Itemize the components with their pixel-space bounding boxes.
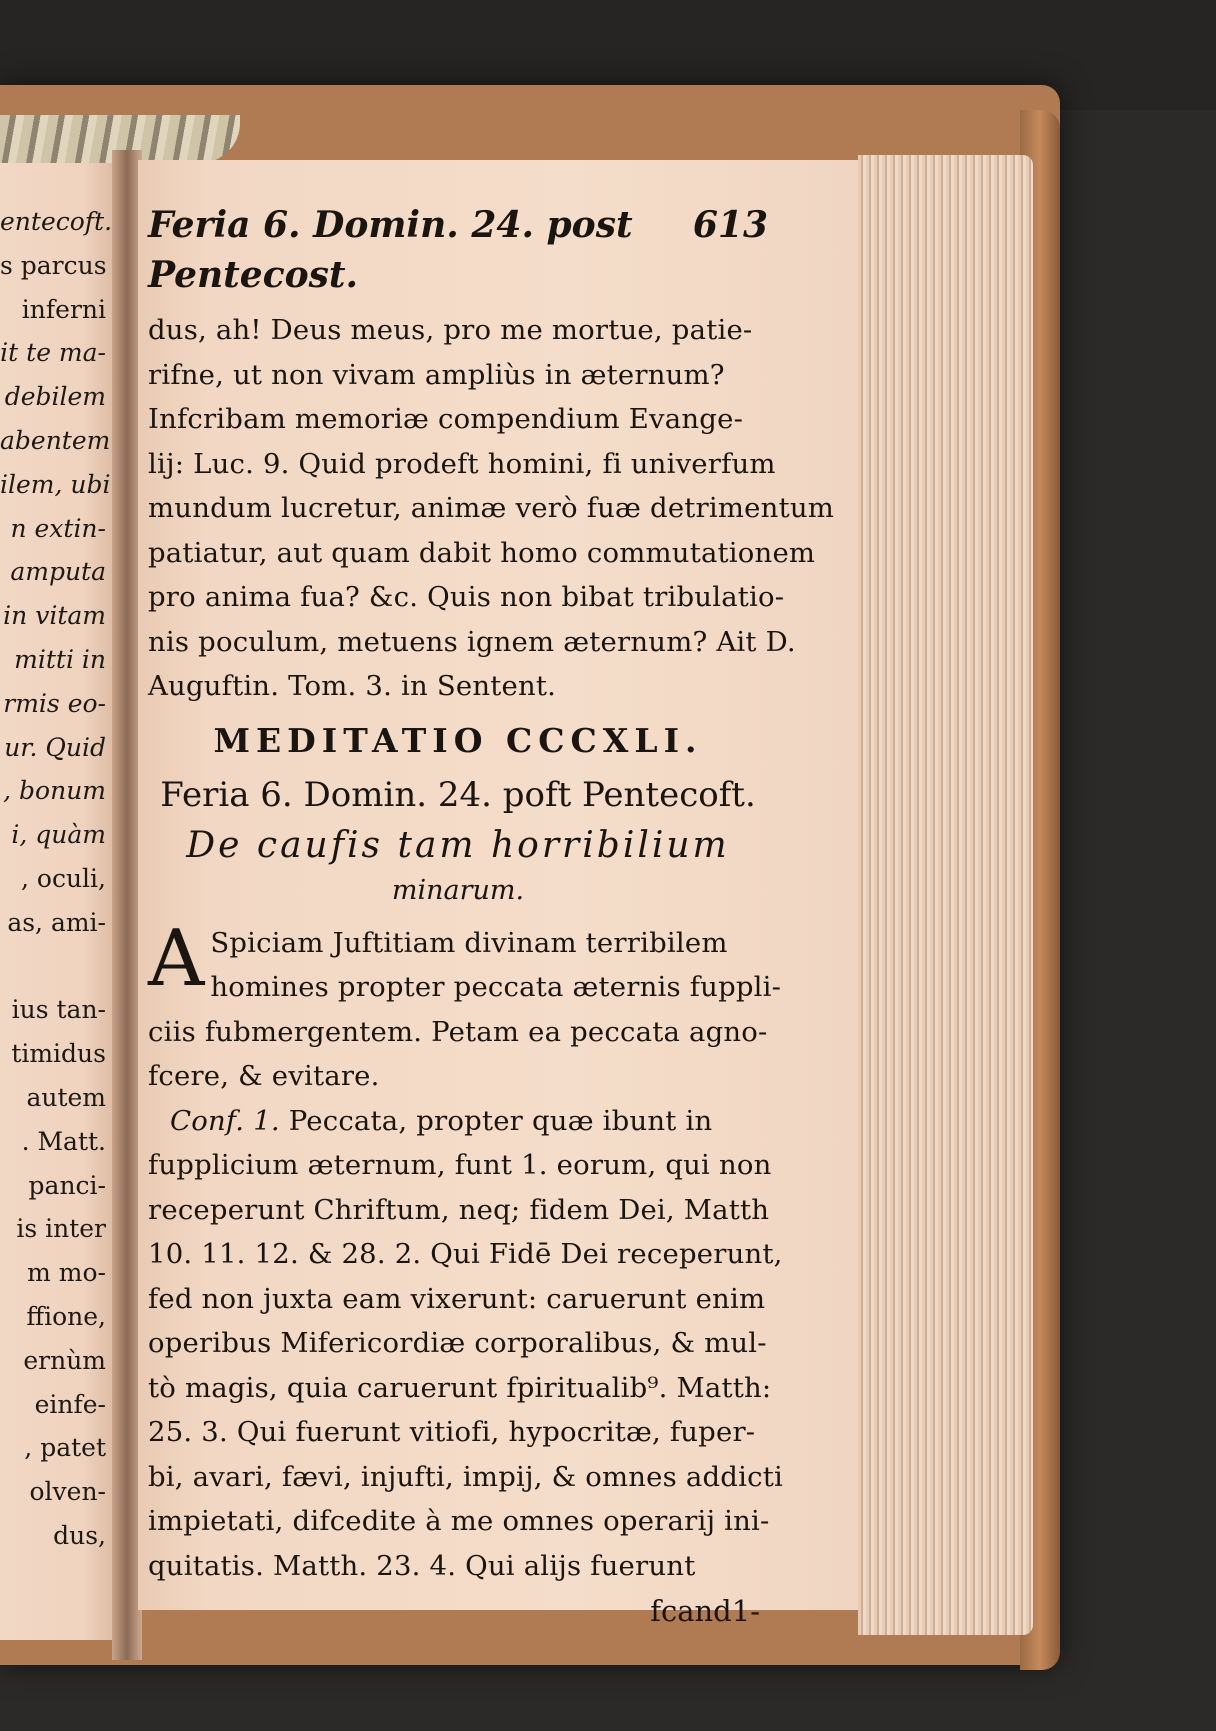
- running-head: [148, 200, 768, 300]
- left-page-line: , oculi,: [21, 863, 106, 893]
- text-line: bi, avari, fævi, injufti, impij, & omnes addicti: [148, 1460, 783, 1493]
- text-line: nis poculum, metuens ignem æternum? Ait D.: [148, 625, 796, 658]
- meditation-title: MEDITATIO CCCXLI.: [213, 720, 703, 760]
- text-line: patiatur, aut quam dabit homo commutationem: [148, 536, 816, 569]
- left-page-line: dus,: [53, 1520, 106, 1550]
- consideration-label: Conf. 1.: [170, 1104, 280, 1137]
- text-line: fupplicium æternum, funt 1. eorum, qui non: [148, 1149, 772, 1181]
- page-edges-stack: [858, 155, 1033, 1635]
- text-line: lij: Luc. 9. Quid prodeft homini, fi univerfum: [148, 447, 776, 480]
- text-line: mundum lucretur, animæ verò fuæ detrimentum: [148, 492, 835, 524]
- left-page-line: ilem, ubi: [0, 469, 111, 499]
- left-page-line: autem: [26, 1082, 106, 1112]
- catchword: fcand1-: [650, 1594, 760, 1628]
- running-head-title: Feria 6. Domin. 24. post Pentecost.: [148, 204, 633, 296]
- left-page-line: as, ami-: [7, 907, 106, 937]
- text-line: Auguftin. Tom. 3. in Sentent.: [148, 670, 557, 702]
- left-page-line: timidus: [11, 1039, 106, 1069]
- left-page-line: , patet: [24, 1433, 106, 1463]
- left-page-line: amputa: [10, 557, 106, 587]
- left-page-line: , bonum: [3, 776, 106, 806]
- left-page-line: [0, 945, 120, 989]
- consideration-text-start: Peccata, propter quæ ibunt in: [288, 1104, 713, 1137]
- left-page-line: m mo-: [27, 1258, 106, 1288]
- left-page-line: n extin-: [10, 513, 106, 543]
- left-page-line: panci-: [28, 1170, 106, 1200]
- left-page-line: in vitam: [3, 601, 106, 631]
- drop-cap: A: [148, 913, 205, 1004]
- page-number: 613: [692, 204, 768, 246]
- intro-paragraph: [148, 913, 782, 1099]
- left-page-line: ur. Quid: [4, 732, 106, 762]
- left-page-line: is inter: [16, 1214, 106, 1244]
- consideration-first-line: [148, 1099, 768, 1144]
- left-page-line: entecoft.: [0, 207, 113, 236]
- text-line: 10. 11. 12. & 28. 2. Qui Fidē Dei receperunt,: [148, 1238, 783, 1270]
- text-line: Infcribam memoriæ compendium Evange-: [148, 403, 744, 435]
- text-line: homines propter peccata æternis fuppli-: [210, 971, 782, 1003]
- consideration-paragraph: [148, 1143, 783, 1588]
- text-line: Spiciam Juftitiam divinam terribilem: [210, 926, 728, 959]
- text-line: dus, ah! Deus meus, pro me mortue, patie-: [148, 314, 753, 346]
- left-page-line: olven-: [29, 1477, 106, 1507]
- text-line: rifne, ut non vivam ampliùs in æternum?: [148, 358, 725, 391]
- text-line: impietati, difcedite à me omnes operarij ini-: [148, 1505, 770, 1537]
- feria-heading: Feria 6. Domin. 24. poft Pentecoft.: [160, 774, 756, 815]
- left-page-text: [0, 200, 120, 1550]
- left-page-line: . Matt.: [21, 1126, 106, 1156]
- text-line: fcere, & evitare.: [148, 1060, 380, 1092]
- section-title: De caufis tam horribilium: [186, 824, 730, 866]
- left-page-line: ernùm: [23, 1345, 106, 1375]
- left-page-line: inferni: [21, 294, 106, 324]
- left-page-line: einfe-: [34, 1389, 106, 1419]
- left-page-line: ffione,: [26, 1301, 106, 1331]
- text-line: tò magis, quia caruerunt fpiritualib⁹. Matth:: [148, 1371, 772, 1404]
- section-subtitle: minarum.: [391, 874, 525, 906]
- text-line: pro anima fua? &c. Quis non bibat tribulatio-: [148, 581, 785, 613]
- left-page-line: it te ma-: [0, 338, 106, 368]
- left-page-line: rmis eo-: [3, 688, 106, 718]
- opening-passage: [148, 308, 835, 709]
- left-page-line: debilem: [4, 382, 106, 412]
- intro-paragraph-lines: [148, 913, 782, 1099]
- text-line: receperunt Chriftum, neq; fidem Dei, Matth: [148, 1193, 770, 1226]
- left-page-line: ius tan-: [11, 995, 106, 1025]
- text-line: fed non juxta eam vixerunt: caruerunt enim: [148, 1282, 766, 1315]
- right-page-text: [148, 200, 835, 1634]
- left-page-line: s parcus: [0, 250, 107, 280]
- text-line: 25. 3. Qui fuerunt vitiofi, hypocritæ, fuper-: [148, 1416, 756, 1448]
- left-page-line: i, quàm: [11, 820, 106, 850]
- left-page-line: abentem: [0, 425, 111, 455]
- text-line: ciis fubmergentem. Petam ea peccata agno-: [148, 1015, 768, 1048]
- left-page-line: mitti in: [14, 644, 106, 674]
- text-line: quitatis. Matth. 23. 4. Qui alijs fuerunt: [148, 1549, 696, 1582]
- text-line: operibus Mifericordiæ corporalibus, & mul-: [148, 1327, 767, 1359]
